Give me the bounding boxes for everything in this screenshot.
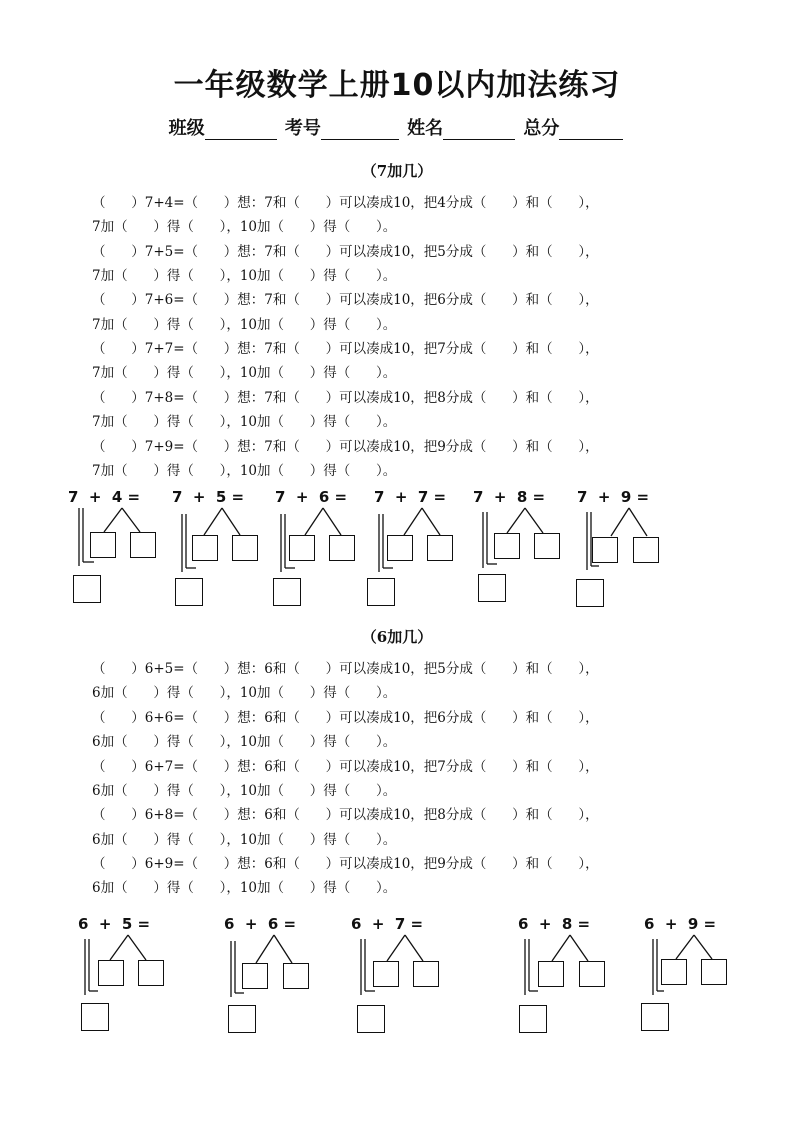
answer-box[interactable] bbox=[73, 575, 101, 603]
page-title: 一年级数学上册10以内加法练习 bbox=[173, 68, 621, 103]
make-ten-diagram bbox=[78, 915, 173, 1035]
answer-box[interactable] bbox=[90, 532, 116, 558]
answer-box[interactable] bbox=[592, 537, 618, 563]
answer-box[interactable] bbox=[289, 535, 315, 561]
answer-box[interactable] bbox=[661, 959, 687, 985]
answer-box[interactable] bbox=[413, 961, 439, 987]
make-ten-diagram bbox=[518, 915, 613, 1035]
diagram-expression: 7 + 4 = bbox=[68, 488, 141, 506]
exercise-line: （ ）7+8=（ ）想：7和（ ）可以凑成10，把8分成（ ）和（ ）， bbox=[92, 390, 599, 406]
exam-number-blank[interactable] bbox=[321, 121, 399, 140]
exercise-line: （ ）6+6=（ ）想：6和（ ）可以凑成10，把6分成（ ）和（ ）， bbox=[92, 710, 599, 726]
answer-box[interactable] bbox=[641, 1003, 669, 1031]
diagram-expression: 7 + 9 = bbox=[577, 488, 650, 506]
exercise-line: 6加（ ）得（ ），10加（ ）得（ ）。 bbox=[92, 783, 397, 799]
answer-box[interactable] bbox=[367, 578, 395, 606]
exercise-line: 7加（ ）得（ ），10加（ ）得（ ）。 bbox=[92, 317, 397, 333]
answer-box[interactable] bbox=[494, 533, 520, 559]
exercise-line: （ ）7+4=（ ）想：7和（ ）可以凑成10，把4分成（ ）和（ ）， bbox=[92, 195, 599, 211]
answer-box[interactable] bbox=[232, 535, 258, 561]
answer-box[interactable] bbox=[478, 574, 506, 602]
answer-box[interactable] bbox=[130, 532, 156, 558]
diagram-expression: 7 + 7 = bbox=[374, 488, 447, 506]
name-blank[interactable] bbox=[443, 121, 515, 140]
exercise-line: 7加（ ）得（ ），10加（ ）得（ ）。 bbox=[92, 414, 397, 430]
exercise-line: 7加（ ）得（ ），10加（ ）得（ ）。 bbox=[92, 268, 397, 284]
answer-box[interactable] bbox=[192, 535, 218, 561]
answer-box[interactable] bbox=[519, 1005, 547, 1033]
make-ten-diagram bbox=[68, 488, 163, 608]
class-label: 班级 bbox=[168, 118, 205, 139]
total-score-label: 总分 bbox=[523, 118, 560, 139]
exercise-line: （ ）6+9=（ ）想：6和（ ）可以凑成10，把9分成（ ）和（ ）， bbox=[92, 856, 599, 872]
answer-box[interactable] bbox=[373, 961, 399, 987]
exercise-line: （ ）7+7=（ ）想：7和（ ）可以凑成10，把7分成（ ）和（ ）， bbox=[92, 341, 599, 357]
exercise-line: 6加（ ）得（ ），10加（ ）得（ ）。 bbox=[92, 832, 397, 848]
answer-box[interactable] bbox=[273, 578, 301, 606]
make-ten-diagram bbox=[473, 488, 568, 608]
total-score-blank[interactable] bbox=[559, 121, 623, 140]
diagram-expression: 6 + 9 = bbox=[644, 915, 717, 933]
make-ten-diagram bbox=[644, 915, 739, 1035]
make-ten-diagram bbox=[172, 488, 267, 608]
exercise-line: （ ）7+5=（ ）想：7和（ ）可以凑成10，把5分成（ ）和（ ）， bbox=[92, 244, 599, 260]
exercise-line: （ ）6+8=（ ）想：6和（ ）可以凑成10，把8分成（ ）和（ ）， bbox=[92, 807, 599, 823]
section-heading: （6加几） bbox=[361, 628, 433, 646]
diagram-expression: 6 + 7 = bbox=[351, 915, 424, 933]
exercise-line: 7加（ ）得（ ），10加（ ）得（ ）。 bbox=[92, 463, 397, 479]
exercise-line: 7加（ ）得（ ），10加（ ）得（ ）。 bbox=[92, 365, 397, 381]
exercise-line: 6加（ ）得（ ），10加（ ）得（ ）。 bbox=[92, 685, 397, 701]
answer-box[interactable] bbox=[576, 579, 604, 607]
exam-number-label: 考号 bbox=[284, 118, 321, 139]
answer-box[interactable] bbox=[138, 960, 164, 986]
diagram-expression: 6 + 8 = bbox=[518, 915, 591, 933]
exercise-line: 7加（ ）得（ ），10加（ ）得（ ）。 bbox=[92, 219, 397, 235]
diagram-expression: 6 + 5 = bbox=[78, 915, 151, 933]
make-ten-diagram bbox=[224, 915, 319, 1035]
answer-box[interactable] bbox=[579, 961, 605, 987]
exercise-line: （ ）7+9=（ ）想：7和（ ）可以凑成10，把9分成（ ）和（ ）， bbox=[92, 439, 599, 455]
make-ten-diagram bbox=[351, 915, 446, 1035]
section-heading: （7加几） bbox=[361, 162, 433, 180]
answer-box[interactable] bbox=[427, 535, 453, 561]
answer-box[interactable] bbox=[98, 960, 124, 986]
exercise-line: 6加（ ）得（ ），10加（ ）得（ ）。 bbox=[92, 734, 397, 750]
answer-box[interactable] bbox=[228, 1005, 256, 1033]
student-info-line bbox=[0, 114, 794, 140]
answer-box[interactable] bbox=[534, 533, 560, 559]
diagram-expression: 7 + 5 = bbox=[172, 488, 245, 506]
answer-box[interactable] bbox=[283, 963, 309, 989]
class-blank[interactable] bbox=[205, 121, 277, 140]
exercise-line: （ ）7+6=（ ）想：7和（ ）可以凑成10，把6分成（ ）和（ ）， bbox=[92, 292, 599, 308]
answer-box[interactable] bbox=[701, 959, 727, 985]
answer-box[interactable] bbox=[357, 1005, 385, 1033]
make-ten-diagram bbox=[374, 488, 469, 608]
answer-box[interactable] bbox=[329, 535, 355, 561]
diagram-expression: 7 + 6 = bbox=[275, 488, 348, 506]
name-label: 姓名 bbox=[407, 118, 444, 139]
answer-box[interactable] bbox=[538, 961, 564, 987]
diagram-expression: 6 + 6 = bbox=[224, 915, 297, 933]
make-ten-diagram bbox=[577, 488, 672, 608]
answer-box[interactable] bbox=[175, 578, 203, 606]
answer-box[interactable] bbox=[387, 535, 413, 561]
exercise-line: （ ）6+5=（ ）想：6和（ ）可以凑成10，把5分成（ ）和（ ）， bbox=[92, 661, 599, 677]
diagram-expression: 7 + 8 = bbox=[473, 488, 546, 506]
answer-box[interactable] bbox=[81, 1003, 109, 1031]
answer-box[interactable] bbox=[242, 963, 268, 989]
exercise-line: （ ）6+7=（ ）想：6和（ ）可以凑成10，把7分成（ ）和（ ）， bbox=[92, 759, 599, 775]
exercise-line: 6加（ ）得（ ），10加（ ）得（ ）。 bbox=[92, 880, 397, 896]
make-ten-diagram bbox=[275, 488, 370, 608]
answer-box[interactable] bbox=[633, 537, 659, 563]
